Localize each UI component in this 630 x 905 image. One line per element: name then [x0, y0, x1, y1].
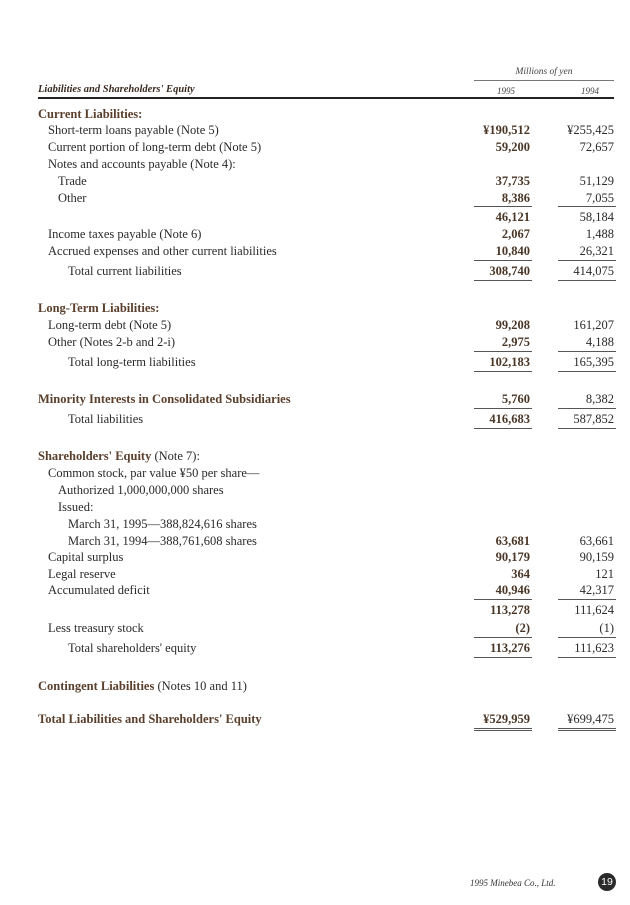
- row-label: Authorized 1,000,000,000 shares: [58, 483, 224, 497]
- value-1994: 111,624: [574, 603, 614, 617]
- value-1995: 416,683: [489, 412, 530, 426]
- trade-row: [0, 173, 630, 190]
- value-1995: 46,121: [495, 210, 530, 224]
- march95-row: [0, 516, 630, 533]
- subtotal-rule: [474, 637, 532, 638]
- footer-company: 1995 Minebea Co., Ltd.: [470, 878, 556, 888]
- header-rule: [38, 97, 614, 99]
- value-1995: 40,946: [495, 583, 530, 597]
- current-portion-row: [0, 139, 630, 156]
- minority-row: [0, 391, 630, 408]
- long-term-debt-row: [0, 317, 630, 334]
- value-1994: 72,657: [579, 140, 614, 154]
- value-1995: 308,740: [489, 264, 530, 278]
- current-liabilities-heading: Current Liabilities:: [38, 107, 143, 121]
- value-1994: 587,852: [573, 412, 614, 426]
- value-1995: ¥190,512: [483, 123, 530, 137]
- value-1995: 10,840: [495, 244, 530, 258]
- contingent-row: [0, 678, 630, 695]
- row-label: Capital surplus: [48, 550, 124, 564]
- minority-interests-heading: Minority Interests in Consolidated Subsidiaries: [38, 392, 291, 406]
- value-1994: ¥699,475: [567, 712, 614, 726]
- row-label: Short-term loans payable (Note 5): [48, 123, 219, 137]
- grand-total-double-rule: [558, 728, 616, 731]
- total-liabilities-row: [0, 411, 630, 428]
- value-1995: 59,200: [495, 140, 530, 154]
- equity-subtotal-row: [0, 602, 630, 619]
- total-rule: [474, 428, 532, 429]
- value-1994: 165,395: [573, 355, 614, 369]
- subtotal-rule: [474, 206, 532, 207]
- accumulated-deficit-row: [0, 582, 630, 599]
- grand-total-label: Total Liabilities and Shareholders' Equity: [38, 712, 262, 726]
- value-1994: 7,055: [585, 191, 614, 205]
- total-rule: [474, 280, 532, 281]
- capital-surplus-row: [0, 549, 630, 566]
- issued-row: [0, 499, 630, 516]
- value-1994: 414,075: [573, 264, 614, 278]
- value-1994: 51,129: [579, 174, 614, 188]
- row-label: Legal reserve: [48, 567, 116, 581]
- common-stock-row: [0, 465, 630, 482]
- long-term-heading-row: [0, 300, 630, 317]
- notes-subtotal-row: [0, 209, 630, 226]
- heading-bold: Contingent Liabilities: [38, 679, 155, 693]
- value-1994: 58,184: [579, 210, 614, 224]
- contingent-liabilities-heading: [38, 678, 247, 695]
- row-label: Trade: [58, 174, 87, 188]
- subtotal-rule: [474, 408, 532, 409]
- value-1995: 37,735: [495, 174, 530, 188]
- heading-bold: Shareholders' Equity: [38, 449, 152, 463]
- value-1995: 2,067: [501, 227, 530, 241]
- value-1995: 63,681: [495, 534, 530, 548]
- row-label: Other (Notes 2-b and 2-i): [48, 335, 176, 349]
- total-rule: [558, 280, 616, 281]
- year-1995-header: 1995: [497, 86, 515, 96]
- authorized-row: [0, 482, 630, 499]
- value-1995: 113,278: [490, 603, 530, 617]
- value-1995: 99,208: [495, 318, 530, 332]
- value-1994: 26,321: [579, 244, 614, 258]
- value-1994: 63,661: [579, 534, 614, 548]
- unit-rule: [474, 80, 614, 81]
- value-1995: 90,179: [495, 550, 530, 564]
- value-1995: 113,276: [490, 641, 530, 655]
- subtotal-rule: [474, 599, 532, 600]
- grand-total-row: [0, 711, 630, 728]
- value-1995: (2): [515, 621, 530, 635]
- row-label: Accumulated deficit: [48, 583, 150, 597]
- row-label: Income taxes payable (Note 6): [48, 227, 202, 241]
- total-rule: [558, 657, 616, 658]
- total-rule: [558, 428, 616, 429]
- shareholders-equity-heading: [38, 448, 200, 465]
- grand-total-double-rule: [474, 728, 532, 731]
- total-rule: [474, 657, 532, 658]
- heading-note: (Note 7):: [151, 449, 200, 463]
- value-1995: ¥529,959: [483, 712, 530, 726]
- value-1994: 121: [595, 567, 614, 581]
- row-label: Other: [58, 191, 87, 205]
- row-label: Total long-term liabilities: [68, 355, 196, 369]
- row-label: Less treasury stock: [48, 621, 144, 635]
- equity-heading-row: [0, 448, 630, 465]
- row-label: Total current liabilities: [68, 264, 182, 278]
- value-1994: 111,623: [574, 641, 614, 655]
- value-1994: ¥255,425: [567, 123, 614, 137]
- lt-other-row: [0, 334, 630, 351]
- current-liabilities-heading-row: [0, 106, 630, 123]
- total-equity-row: [0, 640, 630, 657]
- subtotal-rule: [474, 260, 532, 261]
- row-label: Accrued expenses and other current liabilities: [48, 244, 277, 258]
- income-taxes-row: [0, 226, 630, 243]
- row-label: Issued:: [58, 500, 94, 514]
- subtotal-rule: [558, 206, 616, 207]
- total-longterm-row: [0, 354, 630, 371]
- march94-row: [0, 533, 630, 550]
- legal-reserve-row: [0, 566, 630, 583]
- subtotal-rule: [558, 637, 616, 638]
- unit-label: Millions of yen: [515, 67, 573, 77]
- subtotal-rule: [558, 599, 616, 600]
- row-label: Total shareholders' equity: [68, 641, 197, 655]
- value-1995: 364: [511, 567, 530, 581]
- subtotal-rule: [558, 408, 616, 409]
- total-rule: [558, 371, 616, 372]
- value-1995: 8,386: [501, 191, 530, 205]
- page-number-badge: 19: [598, 873, 616, 891]
- value-1994: 90,159: [579, 550, 614, 564]
- long-term-liabilities-heading: Long-Term Liabilities:: [38, 301, 160, 315]
- value-1994: 4,188: [585, 335, 614, 349]
- notes-payable-row: [0, 156, 630, 173]
- subtotal-rule: [558, 351, 616, 352]
- treasury-row: [0, 620, 630, 637]
- subtotal-rule: [474, 351, 532, 352]
- row-label: Long-term debt (Note 5): [48, 318, 172, 332]
- row-label: Current portion of long-term debt (Note 5): [48, 140, 262, 154]
- year-1994-header: 1994: [581, 86, 599, 96]
- value-1995: 102,183: [489, 355, 530, 369]
- value-1994: 1,488: [585, 227, 614, 241]
- subtotal-rule: [558, 260, 616, 261]
- value-1994: 8,382: [585, 392, 614, 406]
- row-label: Common stock, par value ¥50 per share—: [48, 466, 260, 480]
- row-label: Total liabilities: [68, 412, 144, 426]
- accrued-row: [0, 243, 630, 260]
- row-label: March 31, 1995—388,824,616 shares: [68, 517, 257, 531]
- value-1994: 161,207: [573, 318, 614, 332]
- section-title: Liabilities and Shareholders' Equity: [38, 84, 195, 95]
- short-term-loans-row: [0, 122, 630, 139]
- row-label: March 31, 1994—388,761,608 shares: [68, 534, 257, 548]
- total-current-row: [0, 263, 630, 280]
- other-row: [0, 190, 630, 207]
- value-1995: 2,975: [501, 335, 530, 349]
- row-label: Notes and accounts payable (Note 4):: [48, 157, 236, 171]
- value-1995: 5,760: [501, 392, 530, 406]
- value-1994: 42,317: [579, 583, 614, 597]
- heading-note: (Notes 10 and 11): [154, 679, 247, 693]
- total-rule: [474, 371, 532, 372]
- value-1994: (1): [599, 621, 614, 635]
